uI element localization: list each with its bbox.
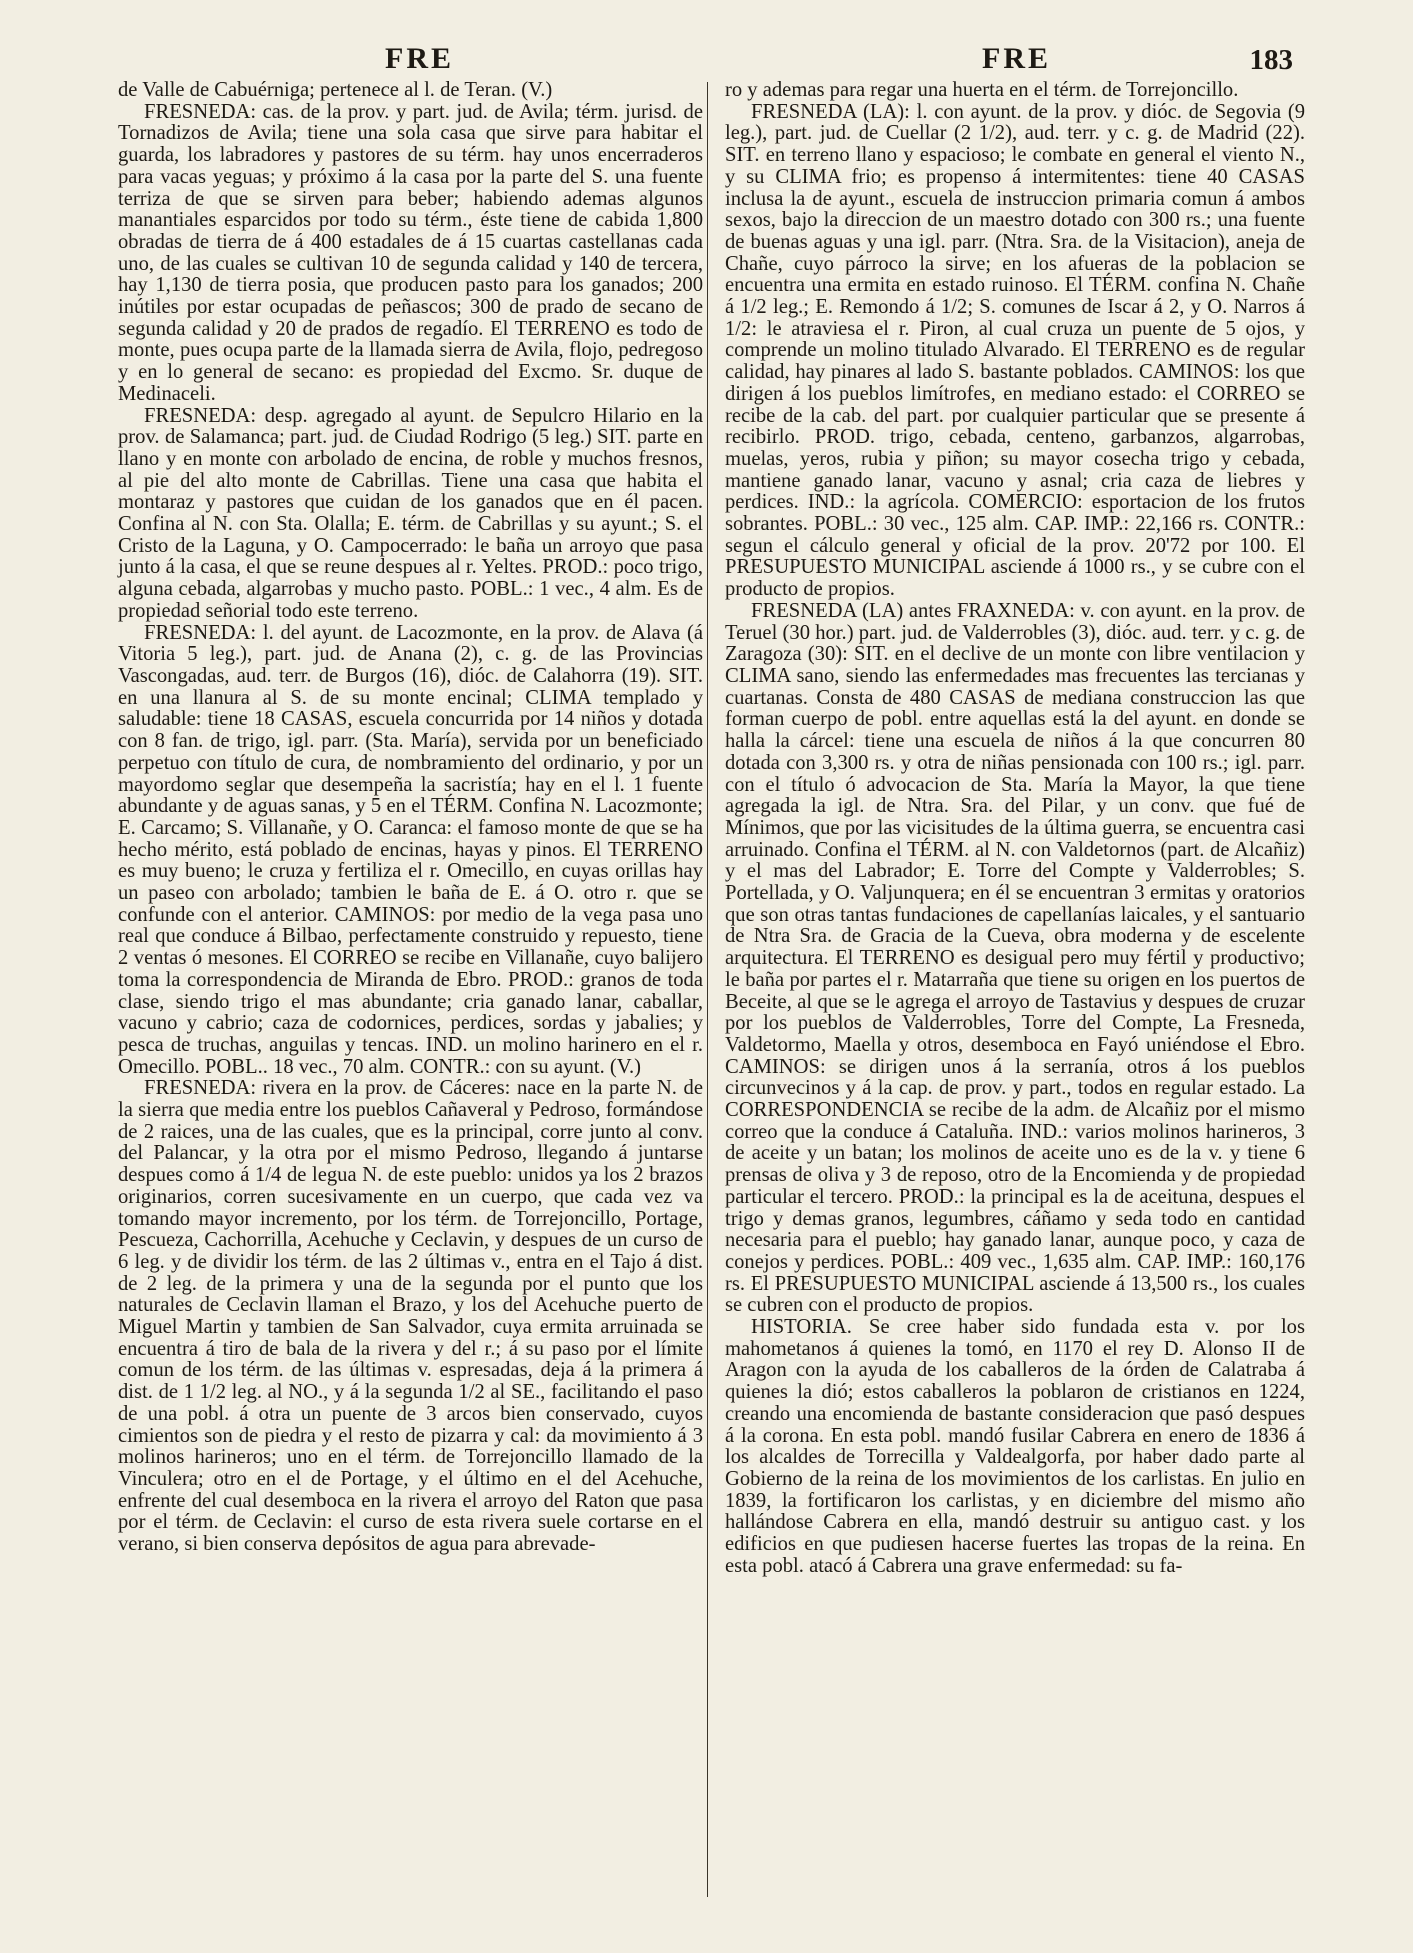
entry-fresneda-salamanca: FRESNEDA: desp. agregado al ayunt. de Sepulcro Hilario en la prov. de Salamanca; part. jud. de Ciudad Rodrigo (5 leg.) SIT. parte en llano y en monte con arbolado de encina, de roble y muchos fresnos, al pie del alto monte de Cabrillas. Tiene una casa que habita el montaraz y pastores que cuidan de los ganados que en él pacen. Confina al N. con Sta. Olalla; E. térm. de Cabrillas y su ayunt.; S. el Cristo de la Laguna, y O. Campocerrado: le baña un arroyo que pasa junto á la casa, el que se reune despues al r. Yeltes. PROD.: poco trigo, alguna cebada, algarrobas y mucho pasto. POBL.: 1 vec., 4 alm. Es de propiedad señorial todo este terreno. — [118, 404, 703, 622]
page-number: 183 — [1249, 44, 1293, 76]
left-column — [118, 80, 703, 1556]
running-header-right: FRE — [982, 42, 1051, 75]
entry-fresneda-teruel: FRESNEDA (LA) antes FRAXNEDA: v. con ayunt. en la prov. de Teruel (30 hor.) part. jud. de Valderrobles (3), dióc. aud. terr. y c. g. de Zaragoza (30): SIT. en el declive de un monte con libre ventilacion y CLIMA sano, siendo las enfermedades mas frecuentes las tercianas y cuartanas. Consta de 480 CASAS de mediana construccion las que forman cuerpo de pobl. entre aquellas está la del ayunt. en donde se halla la cárcel: tiene una escuela de niños á la que concurren 80 dotada con 3,300 rs. y otra de niñas pensionada con 100 rs.; igl. parr. con el título ó advocacion de Sta. María la Mayor, la que tiene agregada la igl. de Ntra. Sra. del Pilar, y un conv. que fué de Mínimos, que por las vicisitudes de la última guerra, se encuentra casi arruinado. Confina el TÉRM. al N. con Valdetornos (part. de Alcañiz) y el mas del Labrador; E. Torre del Compte y Valderrobles; S. Portellada, y O. Valjunquera; en él se encuentran 3 ermitas y oratorios que son otras tantas fundaciones de capellanías laicales, y el santuario de Ntra Sra. de Gracia de la Cueva, obra moderna y de escelente arquitectura. El TERRENO es desigual pero muy fértil y productivo; le baña por partes el r. Matarraña que tiene su origen en los puertos de Beceite, al que se le agrega el arroyo de Tastavius y despues de cruzar por los pueblos de Valderrobles, Torre del Compte, La Fresneda, Valdetormo, Maella y otros, desemboca en Fayó uniéndose el Ebro. CAMINOS: se dirigen unos á la serranía, otros á los pueblos circunvecinos y á la cap. de prov. y part., todos en regular estado. La CORRESPONDENCIA se recibe de la adm. de Alcañiz por el mismo correo que la conduce á Cataluña. IND.: varios molinos harineros, 3 de aceite y un batan; los molinos de aceite uno es de la v. y tiene 6 prensas de oliva y 3 de reposo, otro de la Encomienda y de propiedad particular el tercero. PROD.: la principal es la de aceituna, despues el trigo y demas granos, legumbres, cáñamo y seda todo en cantidad necesaria para el pueblo; hay ganado lanar, aunque poco, y caza de conejos y perdices. POBL.: 409 vec., 1,635 alm. CAP. IMP.: 160,176 rs. El PRESUPUESTO MUNICIPAL asciende á 13,500 rs., los cuales se cubren con el producto de propios. — [725, 599, 1305, 1317]
entry-fresneda-alava: FRESNEDA: l. del ayunt. de Lacozmonte, en la prov. de Alava (á Vitoria 5 leg.), part. jud. de Anana (2), c. g. de las Provincias Vascongadas, aud. terr. de Burgos (16), dióc. de Calahorra (19). SIT. en una llanura al S. de su monte encinal; CLIMA templado y saludable: tiene 18 CASAS, escuela concurrida por 14 niños y dotada con 8 fan. de trigo, igl. parr. (Sta. María), servida por un beneficiado perpetuo con título de cura, de nombramiento del ordinario, y por un mayordomo seglar que desempeña la sacristía; hay en el l. 1 fuente abundante y de aguas sanas, y 5 en el TÉRM. Confina N. Lacozmonte; E. Carcamo; S. Villanañe, y O. Caranca: el famoso monte de que se ha hecho mérito, está poblado de encinas, hayas y pinos. El TERRENO es muy bueno; le cruza y fertiliza el r. Omecillo, en cuyas orillas hay un paseo con arbolado; tambien le baña de E. á O. otro r. que se confunde con el anterior. CAMINOS: por medio de la vega pasa uno real que conduce á Bilbao, perfectamente construido y repuesto, tiene 2 ventas ó mesones. El CORREO se recibe en Villanañe, cuyo balijero toma la correspondencia de Miranda de Ebro. PROD.: granos de toda clase, siendo trigo el mas abundante; cria ganado lanar, caballar, vacuno y cabrio; caza de codornices, perdices, sordas y jabalies; y pesca de truchas, anguilas y tencas. IND. un molino harinero en el r. Omecillo. POBL.. 18 vec., 70 alm. CONTR.: con su ayunt. (V.) — [118, 621, 703, 1078]
entry-fresneda-caceres: FRESNEDA: rivera en la prov. de Cáceres: nace en la parte N. de la sierra que media entre los pueblos Cañaveral y Pedroso, formándose de 2 raices, una de las cuales, que es la principal, corre junto al conv. del Palancar, y la otra por el mismo Pedroso, llegando á juntarse despues como á 1/4 de legua N. de este pueblo: unidos ya los 2 brazos originarios, corren sucesivamente en un cuerpo, que cada vez va tomando mayor incremento, por los térm. de Torrejoncillo, Portage, Pescueza, Cachorrilla, Acehuche y Ceclavin, y despues de un curso de 6 leg. y de dividir los térm. de las 2 últimas v., entra en el Tajo á dist. de 2 leg. de la primera y una de la segunda por el punto que los naturales de Ceclavin llaman el Brazo, y los del Acehuche puerto de Miguel Martin y tambien de San Salvador, cuya ermita arruinada se encuentra á tiro de bala de la rivera y del r.; á su paso por el límite comun de los térm. de las últimas v. espresadas, deja á la primera á dist. de 1 1/2 leg. al NO., y á la segunda 1/2 al SE., facilitando el paso de una pobl. á otra un puente de 3 arcos bien conservado, cuyos cimientos son de piedra y el resto de pizarra y cal: da movimiento á 3 molinos harineros; uno en el térm. de Torrejoncillo llamado de la Vinculera; otro en el de Portage, y el último en el del Acehuche, enfrente del cual desemboca en la rivera el arroyo del Raton que pasa por el térm. de Ceclavin: el curso de esta rivera suele cortarse en el verano, si bien conserva depósitos de agua para abrevade- — [118, 1077, 703, 1556]
entry-fresneda-segovia: FRESNEDA (LA): l. con ayunt. de la prov. y dióc. de Segovia (9 leg.), part. jud. de Cuellar (2 1/2), aud. terr. y c. g. de Madrid (22). SIT. en terreno llano y espacioso; le combate en general el viento N., y su CLIMA frio; es propenso á intermitentes: tiene 40 CASAS inclusa la de ayunt., escuela de instruccion primaria comun á ambos sexos, bajo la direccion de un maestro dotado con 300 rs.; una fuente de buenas aguas y una igl. parr. (Ntra. Sra. de la Visitacion), aneja de Chañe, cuyo párroco la sirve; en los afueras de la poblacion se encuentra una ermita en estado ruinoso. El TÉRM. confina N. Chañe á 1/2 leg.; E. Remondo á 1/2; S. comunes de Iscar á 2, y O. Narros á 1/2: le atraviesa el r. Piron, al cual cruza un puente de 5 ojos, y comprende un molino titulado Alvarado. El TERRENO es de regular calidad, hay pinares al lado S. bastante poblados. CAMINOS: los que dirigen á los pueblos limítrofes, en mediano estado: el CORREO se recibe de la cab. del part. por cualquier particular que se presente á recibirlo. PROD. trigo, cebada, centeno, garbanzos, algarrobas, muelas, yeros, rubia y piñon; su mayor cosecha trigo y cebada, mantiene ganado lanar, vacuno y asnal; cria caza de liebres y perdices. IND.: la agrícola. COMERCIO: esportacion de los frutos sobrantes. POBL.: 30 vec., 125 alm. CAP. IMP.: 22,166 rs. CONTR.: segun el cálculo general y oficial de la prov. 20'72 por 100. El PRESUPUESTO MUNICIPAL asciende á 1000 rs., y se cubre con el producto de propios. — [725, 100, 1305, 601]
entry-continuation-right: ro y ademas para regar una huerta en el térm. de Torrejoncillo. — [725, 79, 1239, 101]
running-header-left: FRE — [385, 42, 454, 75]
entry-fresneda-avila: FRESNEDA: cas. de la prov. y part. jud. de Avila; térm. jurisd. de Tornadizos de Avila; tiene una sola casa que sirve para habitar el guarda, los labradores y pastores de su térm. hay unos encerraderos para vacas yeguas; y próximo á la casa por la parte del S. una fuente terriza de que se sirven para beber; habiendo ademas algunos manantiales esparcidos por todo su térm., éste tiene de cabida 1,800 obradas de tierra de á 400 estadales de á 15 cuartas castellanas cada uno, de las cuales se cultivan 10 de segunda calidad y 140 de tercera, hay 1,130 de tierra posia, que producen pasto para los ganados; 200 inútiles por estar ocupadas de peñascos; 300 de prado de secano de segunda calidad y 20 de prados de regadío. El TERRENO es todo de monte, pues ocupa parte de la llamada sierra de Avila, flojo, pedregoso y en lo general de secano: es propiedad del Excmo. Sr. duque de Medinaceli. — [118, 100, 703, 405]
entry-historia: HISTORIA. Se cree haber sido fundada esta v. por los mahometanos á quienes la tomó, en 1170 el rey D. Alonso II de Aragon con la ayuda de los caballeros de la órden de Calatraba á quienes la dió; estos caballeros la poblaron de cristianos en 1224, creando una encomienda de bastante consideracion que pasó despues á la corona. En esta pobl. mandó fusilar Cabrera en enero de 1836 á los alcaldes de Torrecilla y Valdealgorfa, por haber dado parte al Gobierno de la reina de los movimientos de los carlistas. En julio en 1839, la fortificaron los carlistas, y en diciembre del mismo año hallándose Cabrera en ella, mandó destruir su antiguo cast. y los edificios en que pudiesen hacerse fuertes las tropas de la reina. En esta pobl. atacó á Cabrera una grave enfermedad: su fa- — [725, 1316, 1305, 1577]
column-divider — [707, 82, 708, 1897]
entry-continuation: de Valle de Cabuérniga; pertenece al l. de Teran. (V.) — [118, 79, 553, 101]
right-column — [725, 80, 1305, 1578]
